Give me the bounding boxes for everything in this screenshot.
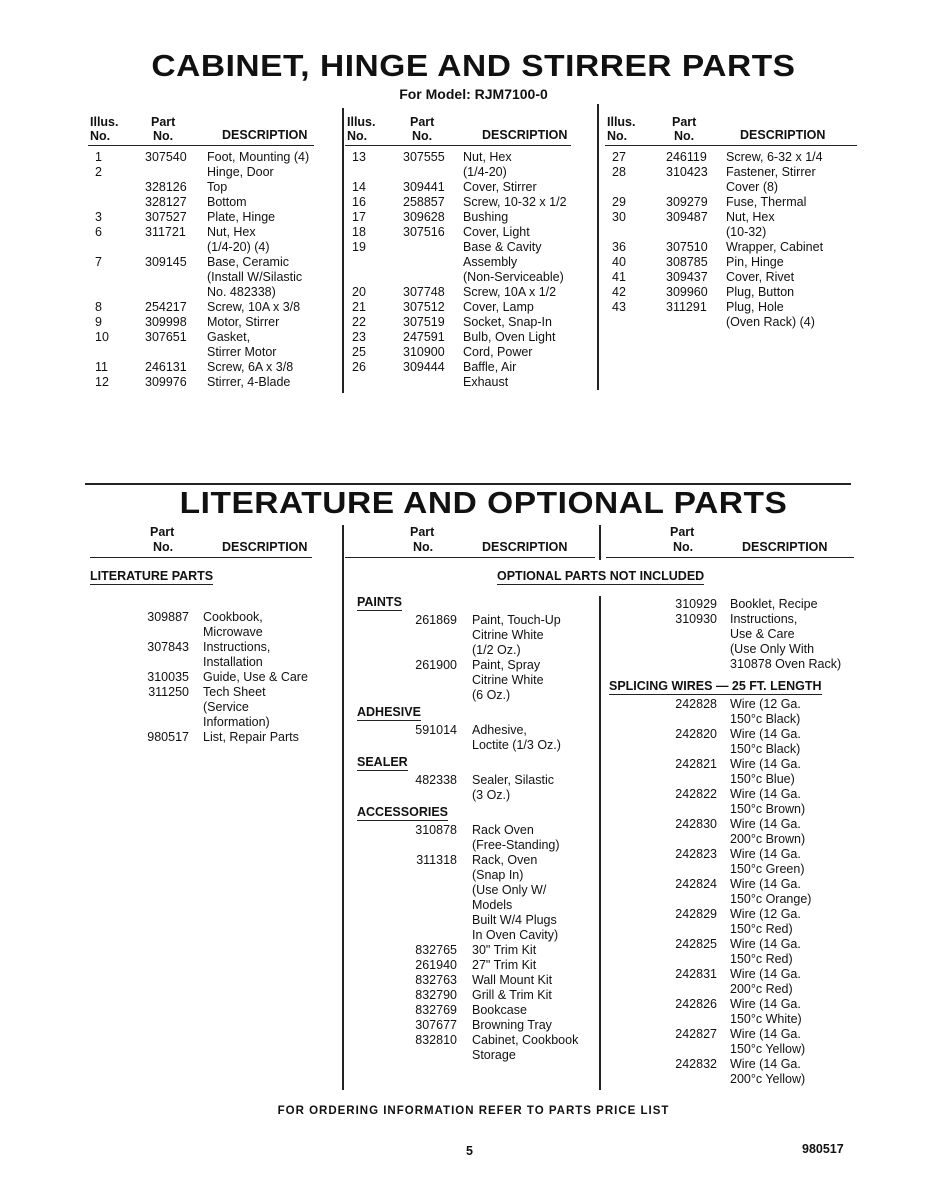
part-description: 150°c Green): [730, 862, 805, 876]
part-description: List, Repair Parts: [203, 730, 299, 744]
column-divider: [599, 596, 601, 1090]
part-description: (1/2 Oz.): [472, 643, 521, 657]
illus-number: 16: [352, 195, 366, 209]
ordering-note: FOR ORDERING INFORMATION REFER TO PARTS PRICE LIST: [277, 1105, 670, 1117]
part-number: 261940: [415, 958, 457, 972]
part-number: 309976: [145, 375, 187, 389]
illus-number: 26: [352, 360, 366, 374]
part-number: 309437: [666, 270, 708, 284]
part-number: 311721: [145, 225, 186, 239]
header-description: DESCRIPTION: [482, 540, 568, 554]
part-number: 328127: [145, 195, 187, 209]
part-description: Use & Care: [730, 627, 795, 641]
part-number: 309145: [145, 255, 187, 269]
part-description: Bottom: [207, 195, 247, 209]
part-description: 150°c White): [730, 1012, 802, 1026]
part-description: Fuse, Thermal: [726, 195, 807, 209]
part-description: Wire (14 Ga.: [730, 997, 801, 1011]
part-description: Motor, Stirrer: [207, 315, 280, 329]
part-description: Rack Oven: [472, 823, 534, 837]
part-description: Wire (12 Ga.: [730, 907, 801, 921]
part-description: (1/4-20) (4): [207, 240, 270, 254]
part-number: 832790: [415, 988, 457, 1002]
illus-number: 42: [612, 285, 626, 299]
part-description: Wire (14 Ga.: [730, 937, 801, 951]
part-number: 261869: [415, 613, 457, 627]
header-illus: Illus.: [347, 115, 376, 129]
part-description: Models: [472, 898, 513, 912]
part-description: Cover, Stirrer: [463, 180, 537, 194]
illus-number: 8: [95, 300, 102, 314]
part-number: 242830: [675, 817, 717, 831]
part-number: 307843: [147, 640, 189, 654]
part-description: (3 Oz.): [472, 788, 511, 802]
part-number: 591014: [415, 723, 457, 737]
part-number: 309441: [403, 180, 445, 194]
category-heading: [357, 593, 402, 611]
illus-number: 17: [352, 210, 366, 224]
header-rule: [345, 557, 595, 558]
header-part-no: No.: [674, 129, 695, 143]
part-description: 150°c Yellow): [730, 1042, 806, 1056]
part-description: Exhaust: [463, 375, 509, 389]
header-part-no: No.: [413, 540, 434, 554]
part-description: Top: [207, 180, 228, 194]
part-number: 310929: [675, 597, 717, 611]
header-part-no: No.: [153, 540, 174, 554]
part-description: Citrine White: [472, 628, 544, 642]
part-number: 832810: [415, 1033, 457, 1047]
part-number: 307677: [415, 1018, 457, 1032]
header-illus-no: No.: [347, 129, 368, 143]
part-number: 307527: [145, 210, 187, 224]
illus-number: 13: [352, 150, 366, 164]
part-number: 254217: [145, 300, 187, 314]
part-number: 309887: [147, 610, 189, 624]
part-description: Cookbook,: [203, 610, 263, 624]
part-description: Storage: [472, 1048, 516, 1062]
part-description: Socket, Snap-In: [463, 315, 552, 329]
part-description: Wire (14 Ga.: [730, 1027, 801, 1041]
illus-number: 22: [352, 315, 366, 329]
part-description: Booklet, Recipe: [730, 597, 818, 611]
part-description: Adhesive,: [472, 723, 527, 737]
part-description: (Free-Standing): [472, 838, 560, 852]
part-description: Plug, Button: [726, 285, 795, 299]
header-rule: [88, 145, 314, 146]
header-description: DESCRIPTION: [482, 128, 568, 142]
part-description: Wire (14 Ga.: [730, 757, 801, 771]
part-description: 200°c Red): [730, 982, 793, 996]
part-description: Screw, 6A x 3/8: [207, 360, 294, 374]
part-description: Gasket,: [207, 330, 251, 344]
part-description: Base & Cavity: [463, 240, 542, 254]
category-heading-label: ACCESSORIES: [357, 805, 448, 819]
part-description: 150°c Black): [730, 742, 801, 756]
part-description: 150°c Red): [730, 952, 793, 966]
part-description: Loctite (1/3 Oz.): [472, 738, 561, 752]
illus-number: 23: [352, 330, 366, 344]
part-description: Rack, Oven: [472, 853, 538, 867]
part-number: 242827: [675, 1027, 717, 1041]
section-title-literature: LITERATURE AND OPTIONAL PARTS: [179, 485, 788, 520]
header-description: DESCRIPTION: [740, 128, 826, 142]
part-description: Paint, Touch-Up: [472, 613, 561, 627]
part-number: 311318: [416, 853, 457, 867]
part-description: Pin, Hinge: [726, 255, 784, 269]
header-description: DESCRIPTION: [222, 128, 308, 142]
part-number: 310423: [666, 165, 708, 179]
part-number: 309628: [403, 210, 445, 224]
part-description: Wire (14 Ga.: [730, 817, 801, 831]
part-description: Stirrer, 4-Blade: [207, 375, 291, 389]
category-heading-label: LITERATURE PARTS: [90, 569, 214, 583]
part-description: Wrapper, Cabinet: [726, 240, 824, 254]
part-description: Tech Sheet: [203, 685, 266, 699]
part-description: 150°c Red): [730, 922, 793, 936]
part-number: 261900: [415, 658, 457, 672]
header-rule: [605, 145, 857, 146]
part-description: 310878 Oven Rack): [730, 657, 842, 671]
part-description: (6 Oz.): [472, 688, 511, 702]
part-number: 309444: [403, 360, 445, 374]
part-description: (Use Only W/: [472, 883, 547, 897]
part-number: 307540: [145, 150, 187, 164]
header-illus: Illus.: [90, 115, 119, 129]
column-divider: [342, 525, 344, 1090]
category-heading-label: ADHESIVE: [357, 705, 421, 719]
part-description: Screw, 10-32 x 1/2: [463, 195, 567, 209]
part-number: 309279: [666, 195, 708, 209]
part-description: Installation: [203, 655, 263, 669]
illus-number: 40: [612, 255, 626, 269]
illus-number: 41: [612, 270, 626, 284]
part-description: 27" Trim Kit: [472, 958, 537, 972]
header-rule: [345, 145, 571, 146]
part-number: 242829: [675, 907, 717, 921]
part-description: Assembly: [463, 255, 518, 269]
part-description: (Snap In): [472, 868, 524, 882]
part-description: Screw, 10A x 1/2: [463, 285, 557, 299]
header-part: Part: [151, 115, 176, 129]
header-rule: [90, 557, 312, 558]
illus-number: 25: [352, 345, 366, 359]
illus-number: 12: [95, 375, 109, 389]
part-number: 242820: [675, 727, 717, 741]
part-number: 242831: [675, 967, 717, 981]
part-number: 258857: [403, 195, 445, 209]
part-number: 310878: [415, 823, 457, 837]
part-description: Wire (12 Ga.: [730, 697, 801, 711]
model-number: For Model: RJM7100-0: [399, 86, 548, 102]
header-illus-no: No.: [607, 129, 628, 143]
part-description: Wire (14 Ga.: [730, 787, 801, 801]
part-description: Cord, Power: [463, 345, 533, 359]
part-number: 309998: [145, 315, 187, 329]
part-description: Wire (14 Ga.: [730, 1057, 801, 1071]
illus-number: 28: [612, 165, 626, 179]
part-description: 150°c Orange): [730, 892, 812, 906]
part-description: Baffle, Air: [463, 360, 517, 374]
part-description: Stirrer Motor: [207, 345, 277, 359]
part-description: (Non-Serviceable): [463, 270, 564, 284]
category-heading: [357, 803, 448, 821]
illus-number: 30: [612, 210, 626, 224]
part-number: 242828: [675, 697, 717, 711]
category-heading-label: SEALER: [357, 755, 408, 769]
part-number: 310930: [675, 612, 717, 626]
part-number: 246131: [145, 360, 187, 374]
part-number: 832763: [415, 973, 457, 987]
illus-number: 1: [95, 150, 102, 164]
part-number: 832765: [415, 943, 457, 957]
category-heading-label: SPLICING WIRES — 25 FT. LENGTH: [609, 679, 822, 693]
part-description: Cover, Lamp: [463, 300, 534, 314]
illus-number: 6: [95, 225, 102, 239]
part-description: Plug, Hole: [726, 300, 784, 314]
part-description: Cover, Light: [463, 225, 530, 239]
part-number: 307510: [666, 240, 708, 254]
part-description: Foot, Mounting (4): [207, 150, 310, 164]
illus-number: 19: [352, 240, 366, 254]
part-description: Instructions,: [730, 612, 798, 626]
part-description: Browning Tray: [472, 1018, 552, 1032]
illus-number: 18: [352, 225, 366, 239]
part-description: 150°c Black): [730, 712, 801, 726]
part-number: 308785: [666, 255, 708, 269]
part-description: Screw, 10A x 3/8: [207, 300, 301, 314]
part-number: 307516: [403, 225, 445, 239]
header-part: Part: [150, 525, 175, 539]
illus-number: 3: [95, 210, 102, 224]
illus-number: 20: [352, 285, 366, 299]
part-description: Cover (8): [726, 180, 779, 194]
part-number: 310900: [403, 345, 445, 359]
column-divider: [599, 525, 601, 560]
part-number: 980517: [147, 730, 189, 744]
header-part: Part: [410, 115, 435, 129]
part-description: Fastener, Stirrer: [726, 165, 816, 179]
part-description: Bookcase: [472, 1003, 527, 1017]
illus-number: 43: [612, 300, 626, 314]
part-description: In Oven Cavity): [472, 928, 559, 942]
part-description: Wire (14 Ga.: [730, 967, 801, 981]
illus-number: 10: [95, 330, 109, 344]
part-description: Hinge, Door: [207, 165, 274, 179]
header-part-no: No.: [153, 129, 174, 143]
category-heading-label: PAINTS: [357, 595, 402, 609]
part-number: 242826: [675, 997, 717, 1011]
part-description: Paint, Spray: [472, 658, 541, 672]
part-number: 328126: [145, 180, 187, 194]
part-description: 200°c Brown): [730, 832, 806, 846]
part-number: 307651: [145, 330, 187, 344]
illus-number: 2: [95, 165, 102, 179]
part-number: 309960: [666, 285, 708, 299]
column-divider: [597, 104, 599, 390]
header-part-no: No.: [412, 129, 433, 143]
part-number: 247591: [403, 330, 445, 344]
part-number: 307555: [403, 150, 445, 164]
part-number: 482338: [415, 773, 457, 787]
part-description: Nut, Hex: [207, 225, 256, 239]
header-description: DESCRIPTION: [222, 540, 308, 554]
category-heading: [609, 677, 822, 695]
part-description: Built W/4 Plugs: [472, 913, 557, 927]
part-number: 242825: [675, 937, 717, 951]
part-number: 242822: [675, 787, 717, 801]
part-description: (Install W/Silastic: [207, 270, 303, 284]
part-number: 307519: [403, 315, 445, 329]
part-description: 150°c Brown): [730, 802, 806, 816]
part-description: 150°c Blue): [730, 772, 795, 786]
part-number: 242823: [675, 847, 717, 861]
part-description: Wire (14 Ga.: [730, 727, 801, 741]
illus-number: 7: [95, 255, 102, 269]
page-number: 5: [466, 1144, 473, 1158]
header-part: Part: [672, 115, 697, 129]
part-description: Wire (14 Ga.: [730, 847, 801, 861]
header-rule: [606, 557, 854, 558]
part-description: Bulb, Oven Light: [463, 330, 556, 344]
category-heading: [357, 753, 408, 771]
part-description: 30" Trim Kit: [472, 943, 537, 957]
column-divider: [342, 108, 344, 393]
part-description: Nut, Hex: [726, 210, 775, 224]
part-description: Instructions,: [203, 640, 271, 654]
part-description: (Oven Rack) (4): [726, 315, 815, 329]
part-description: Plate, Hinge: [207, 210, 276, 224]
part-description: (Use Only With: [730, 642, 815, 656]
part-number: 307748: [403, 285, 445, 299]
part-description: (10-32): [726, 225, 767, 239]
optional-parts-heading: OPTIONAL PARTS NOT INCLUDED: [497, 569, 705, 583]
part-number: 242821: [675, 757, 717, 771]
part-description: Information): [203, 715, 270, 729]
header-part: Part: [670, 525, 695, 539]
section-title-cabinet: CABINET, HINGE AND STIRRER PARTS: [151, 48, 796, 83]
part-number: 310035: [147, 670, 189, 684]
part-description: Sealer, Silastic: [472, 773, 554, 787]
part-description: Guide, Use & Care: [203, 670, 308, 684]
part-description: Cabinet, Cookbook: [472, 1033, 579, 1047]
category-heading: [90, 567, 213, 585]
illus-number: 14: [352, 180, 366, 194]
part-description: Nut, Hex: [463, 150, 512, 164]
part-number: 242832: [675, 1057, 717, 1071]
part-description: Grill & Trim Kit: [472, 988, 552, 1002]
header-part: Part: [410, 525, 435, 539]
part-description: 200°c Yellow): [730, 1072, 806, 1086]
document-number: 980517: [802, 1142, 844, 1156]
header-illus: Illus.: [607, 115, 636, 129]
illus-number: 21: [352, 300, 366, 314]
illus-number: 27: [612, 150, 626, 164]
part-number: 832769: [415, 1003, 457, 1017]
illus-number: 11: [95, 360, 108, 374]
part-description: Wall Mount Kit: [472, 973, 553, 987]
part-description: Citrine White: [472, 673, 544, 687]
part-number: 246119: [666, 150, 707, 164]
illus-number: 36: [612, 240, 626, 254]
category-heading: [357, 703, 421, 721]
part-description: Base, Ceramic: [207, 255, 289, 269]
part-description: Cover, Rivet: [726, 270, 795, 284]
part-description: Microwave: [203, 625, 263, 639]
part-description: Bushing: [463, 210, 509, 224]
illus-number: 9: [95, 315, 102, 329]
part-number: 311291: [666, 300, 707, 314]
part-number: 311250: [148, 685, 189, 699]
header-part-no: No.: [673, 540, 694, 554]
part-number: 242824: [675, 877, 717, 891]
illus-number: 29: [612, 195, 626, 209]
part-description: Wire (14 Ga.: [730, 877, 801, 891]
part-description: (Service: [203, 700, 249, 714]
part-description: Screw, 6-32 x 1/4: [726, 150, 823, 164]
header-description: DESCRIPTION: [742, 540, 828, 554]
header-illus-no: No.: [90, 129, 111, 143]
part-number: 309487: [666, 210, 708, 224]
part-description: (1/4-20): [463, 165, 507, 179]
part-description: No. 482338): [207, 285, 276, 299]
part-number: 307512: [403, 300, 445, 314]
